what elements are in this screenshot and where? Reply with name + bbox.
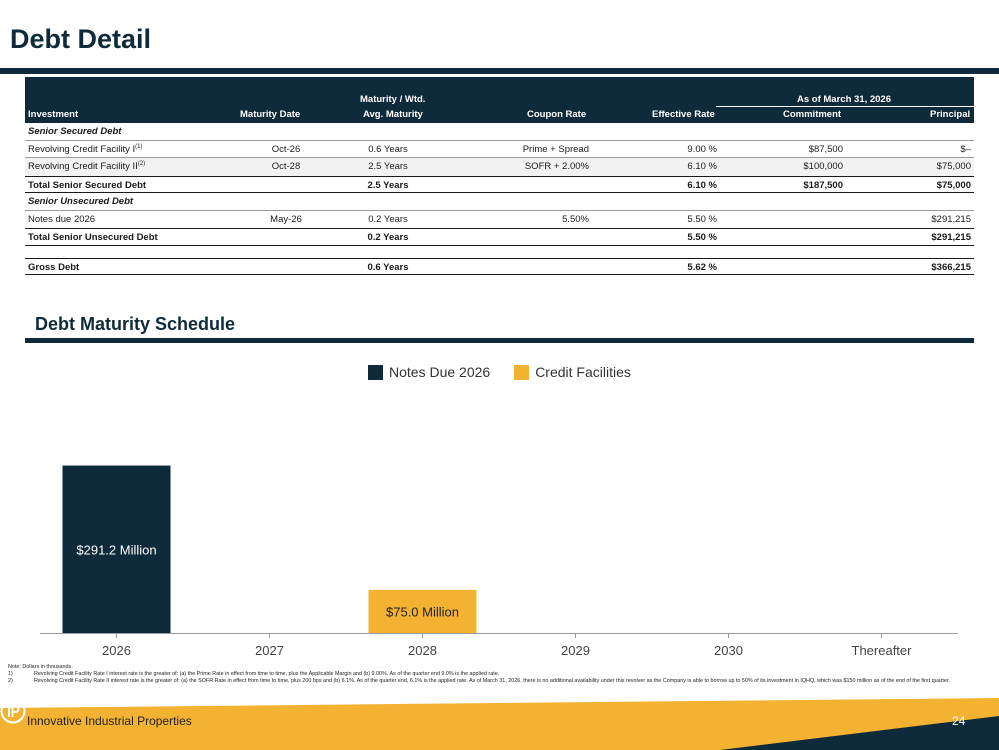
legend-item — [368, 364, 490, 380]
investment-cell: Notes due 2026 — [28, 213, 96, 225]
effective-rate-cell: 6.10 % — [687, 161, 717, 172]
investment-cell: Revolving Credit Facility $I^{(1)}$ — [28, 143, 143, 155]
coupon-rate-cell: Prime + Spread — [522, 143, 589, 155]
section-label: Senior Unsecured Debt — [28, 196, 134, 207]
total-label: Total Senior Secured Debt — [28, 179, 147, 191]
bar-data-label: $75.0 Million — [386, 604, 459, 620]
effective-rate-cell: 9.00 % — [687, 143, 717, 155]
section-secured — [25, 123, 974, 141]
total-row-unsecured — [25, 228, 974, 246]
avg-maturity-cell: 0.2 Years — [367, 232, 409, 243]
x-tick-label: Thereafter — [851, 643, 912, 658]
principal-cell: $75,000 — [936, 179, 971, 191]
iip-logo-icon — [0, 698, 26, 724]
footnote-number: 2) — [8, 677, 13, 684]
chart-legend — [368, 364, 631, 380]
table-row — [25, 158, 974, 176]
spacer-row — [25, 246, 974, 258]
effective-rate-cell: 6.10 % — [687, 179, 717, 191]
header-avg-maturity-line2: Avg. Maturity — [363, 109, 423, 120]
bar-data-label: $291.2 Million — [76, 542, 157, 558]
commitment-cell: $187,500 — [803, 179, 843, 191]
principal-cell: $366,215 — [931, 261, 971, 273]
header-coupon-rate: Coupon Rate — [527, 109, 587, 120]
x-tick-label: 2026 — [102, 643, 131, 658]
legend-item — [514, 364, 631, 380]
avg-maturity-cell: 2.5 Years — [368, 161, 408, 172]
as-of-underline — [716, 106, 974, 107]
header-as-of: As of March 31, 2026 — [797, 94, 891, 105]
x-tick-label: 2029 — [561, 643, 590, 658]
header-avg-maturity-line1: Maturity / Wtd. — [360, 94, 426, 105]
principal-cell: $– — [960, 143, 971, 155]
header-commitment: Commitment — [783, 109, 842, 120]
note-intro: Note: Dollars in thousands. — [8, 664, 73, 670]
legend-swatch-notes — [368, 365, 383, 380]
principal-cell: $291,215 — [931, 232, 971, 243]
total-label: Gross Debt — [28, 261, 80, 273]
table-row — [25, 211, 974, 229]
header-effective-rate: Effective Rate — [652, 109, 715, 120]
coupon-rate-cell: SOFR + 2.00% — [524, 161, 589, 172]
schedule-divider — [25, 338, 974, 343]
section-label: Senior Secured Debt — [28, 126, 122, 137]
avg-maturity-cell: 0.6 Years — [368, 143, 408, 155]
effective-rate-cell: 5.62 % — [687, 261, 717, 273]
x-tick-label: 2027 — [255, 643, 284, 658]
table-row — [25, 141, 974, 159]
effective-rate-cell: 5.50 % — [687, 213, 717, 225]
header-maturity-date: Maturity Date — [240, 109, 301, 120]
debt-maturity-chart — [0, 380, 999, 665]
footnote-number: 1) — [8, 670, 13, 677]
debt-table — [25, 77, 974, 275]
table-header — [25, 77, 974, 123]
maturity-date-cell: Oct-28 — [271, 161, 301, 172]
footer — [0, 698, 999, 750]
footnote-marker: (2) — [137, 160, 146, 167]
header-principal: Principal — [930, 109, 971, 120]
avg-maturity-cell: 0.6 Years — [367, 261, 409, 273]
avg-maturity-cell: 0.2 Years — [368, 213, 408, 225]
gross-debt-row — [25, 258, 974, 276]
legend-label-credit: Credit Facilities — [535, 364, 631, 380]
x-tick-label: 2028 — [408, 643, 437, 658]
avg-maturity-cell: 2.5 Years — [367, 179, 409, 191]
footer-company-name: Innovative Industrial Properties — [27, 714, 192, 728]
commitment-cell: $100,000 — [803, 161, 843, 172]
page-title: Debt Detail — [10, 24, 152, 54]
footnotes — [8, 664, 993, 684]
coupon-rate-cell: 5.50% — [562, 213, 589, 225]
footnote-item — [8, 678, 993, 685]
footnote-item — [8, 671, 993, 678]
x-tick-label: 2030 — [714, 643, 743, 658]
effective-rate-cell: 5.50 % — [687, 232, 717, 243]
commitment-cell: $87,500 — [808, 143, 843, 155]
footnote-text: Revolving Credit Facility Rate II interest rate is the greater of: (a) the SOFR Rate in effect from time to time, plus 200 bps and (b) 6.1%. As of the quarter end, 6.1% is the applied rate. As of March 31, 2026, there is no additional availability under this revolver as the Company is able to borrow up to 50% of its investment in IQHQ, which was $150 million as of the end of the first quarter. — [34, 677, 950, 684]
section-unsecured — [25, 193, 974, 211]
footnote-marker: (1) — [135, 143, 143, 150]
legend-label-notes: Notes Due 2026 — [389, 364, 491, 380]
principal-cell: $75,000 — [936, 161, 971, 172]
header-investment: Investment — [28, 109, 79, 120]
maturity-date-cell: Oct-26 — [271, 143, 301, 155]
investment-cell: Revolving Credit Facility II$^{(2)}$ — [28, 160, 146, 172]
total-row-secured — [25, 176, 974, 194]
title-divider — [0, 68, 999, 74]
legend-swatch-credit — [514, 365, 529, 380]
total-label: Total Senior Unsecured Debt — [28, 232, 158, 243]
principal-cell: $291,215 — [931, 213, 971, 225]
maturity-date-cell: May-26 — [270, 213, 302, 225]
footnote-text: Revolving Credit Facility Rate I interest rate is the greater of: (a) the Prime Rate in effect from time to time, plus the Applicable Margin and (b) 9.00%. As of the quarter end 9.0% is the applied rate. — [34, 670, 500, 677]
page-number: 24 — [952, 714, 966, 728]
schedule-title: Debt Maturity Schedule — [35, 314, 236, 334]
